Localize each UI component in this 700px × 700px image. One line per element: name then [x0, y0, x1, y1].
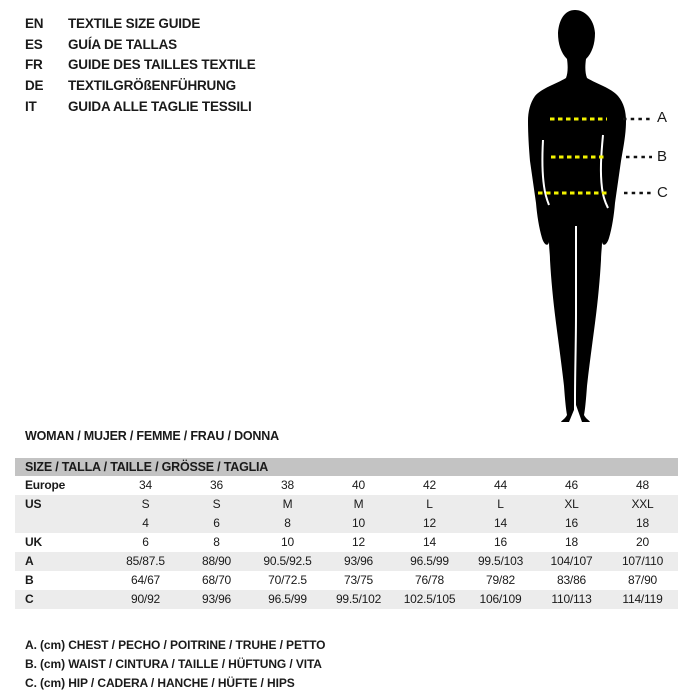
size-cell: M [282, 497, 293, 511]
size-cell: 36 [210, 478, 223, 492]
language-code: ES [25, 36, 43, 52]
size-cell: 99.5/102 [335, 592, 382, 606]
measurement-legend [25, 636, 325, 694]
size-cell: XL [564, 497, 579, 511]
language-code: IT [25, 99, 37, 115]
row-label: US [25, 497, 42, 511]
body-measurement-figure [523, 8, 695, 432]
size-cell: 76/78 [414, 573, 445, 587]
size-cell: 70/72.5 [268, 573, 307, 587]
size-cell: XXL [631, 497, 654, 511]
size-cell: 88/90 [201, 554, 232, 568]
language-row [25, 55, 256, 76]
table-row [15, 476, 678, 495]
size-table [15, 458, 678, 609]
woman-silhouette-graphic [523, 8, 695, 432]
row-label: B [25, 573, 34, 587]
size-cell: 102.5/105 [403, 592, 456, 606]
size-cell: 96.5/99 [268, 592, 307, 606]
size-cell: 12 [352, 535, 365, 549]
size-cell: 12 [423, 516, 436, 530]
language-row [25, 75, 256, 96]
size-cell: 93/96 [343, 554, 374, 568]
section-title: WOMAN / MUJER / FEMME / FRAU / DONNA [25, 429, 279, 443]
size-cell: 93/96 [201, 592, 232, 606]
size-cell: 18 [565, 535, 578, 549]
size-cell: 114/119 [622, 592, 663, 606]
row-label: Europe [25, 478, 66, 492]
language-row [25, 96, 256, 117]
size-cell: 73/75 [343, 573, 374, 587]
size-cell: 68/70 [201, 573, 232, 587]
size-cell: 107/110 [621, 554, 664, 568]
guide-title: TEXTILGRÖßENFÜHRUNG [68, 78, 236, 94]
size-cell: 4 [142, 516, 149, 530]
size-cell: 16 [565, 516, 578, 530]
legend-line: A. (cm) CHEST / PECHO / POITRINE / TRUHE / PETTO [25, 638, 326, 652]
size-cell: 20 [636, 535, 649, 549]
size-cell: 106/109 [479, 592, 522, 606]
size-cell: 40 [352, 478, 365, 492]
size-cell: 99.5/103 [477, 554, 524, 568]
size-cell: 110/113 [551, 592, 592, 606]
size-cell: 85/87.5 [126, 554, 165, 568]
guide-title: GUIDE DES TAILLES TEXTILE [68, 57, 256, 73]
table-row [15, 590, 678, 609]
row-label: C [25, 592, 34, 606]
table-row [15, 571, 678, 590]
size-cell: 42 [423, 478, 436, 492]
size-table-body [15, 476, 678, 609]
row-label [15, 514, 110, 533]
legend-line: C. (cm) HIP / CADERA / HANCHE / HÜFTE / HIPS [25, 676, 295, 691]
leg-gap-line [575, 226, 576, 417]
size-cell: 46 [565, 478, 578, 492]
size-cell: 10 [281, 535, 294, 549]
size-cell: 18 [636, 516, 649, 530]
size-cell: 44 [494, 478, 507, 492]
size-cell: 90.5/92.5 [263, 554, 312, 568]
row-label: UK [25, 535, 42, 549]
language-code: FR [25, 57, 43, 73]
marker-c-label: C [657, 184, 668, 201]
size-cell: 104/107 [550, 554, 593, 568]
size-cell: 8 [213, 535, 220, 549]
language-row [25, 34, 256, 55]
size-cell: 96.5/99 [410, 554, 449, 568]
woman-silhouette [528, 10, 626, 422]
guide-title: GUIDA ALLE TAGLIE TESSILI [68, 99, 252, 115]
row-label: A [25, 554, 34, 568]
size-cell: 83/86 [556, 573, 587, 587]
size-cell: S [212, 497, 221, 511]
guide-title: GUÍA DE TALLAS [68, 36, 177, 52]
guide-title: TEXTILE SIZE GUIDE [68, 15, 201, 31]
table-row [15, 552, 678, 571]
language-row [25, 13, 256, 34]
size-cell: 38 [281, 478, 294, 492]
size-cell: M [353, 497, 364, 511]
size-cell: S [141, 497, 150, 511]
size-cell: L [497, 497, 504, 511]
size-cell: 6 [142, 535, 149, 549]
size-cell: 14 [494, 516, 507, 530]
table-row [15, 514, 678, 533]
size-cell: 8 [284, 516, 291, 530]
size-cell: L [426, 497, 433, 511]
size-table-header: SIZE / TALLA / TAILLE / GRÖSSE / TAGLIA [15, 458, 678, 476]
size-cell: 90/92 [130, 592, 161, 606]
language-code: EN [25, 15, 44, 31]
size-cell: 34 [139, 478, 152, 492]
size-cell: 10 [352, 516, 365, 530]
size-cell: 14 [423, 535, 436, 549]
size-cell: 6 [213, 516, 220, 530]
size-cell: 48 [636, 478, 649, 492]
table-row [15, 495, 678, 514]
marker-b-label: B [657, 148, 668, 165]
language-title-list [25, 13, 256, 117]
size-cell: 16 [494, 535, 507, 549]
legend-line: B. (cm) WAIST / CINTURA / TAILLE / HÜFTUNG / VITA [25, 657, 322, 672]
table-row [15, 533, 678, 552]
language-code: DE [25, 78, 44, 94]
size-cell: 64/67 [130, 573, 161, 587]
size-cell: 87/90 [627, 573, 658, 587]
size-cell: 79/82 [485, 573, 516, 587]
marker-a-label: A [657, 109, 668, 126]
